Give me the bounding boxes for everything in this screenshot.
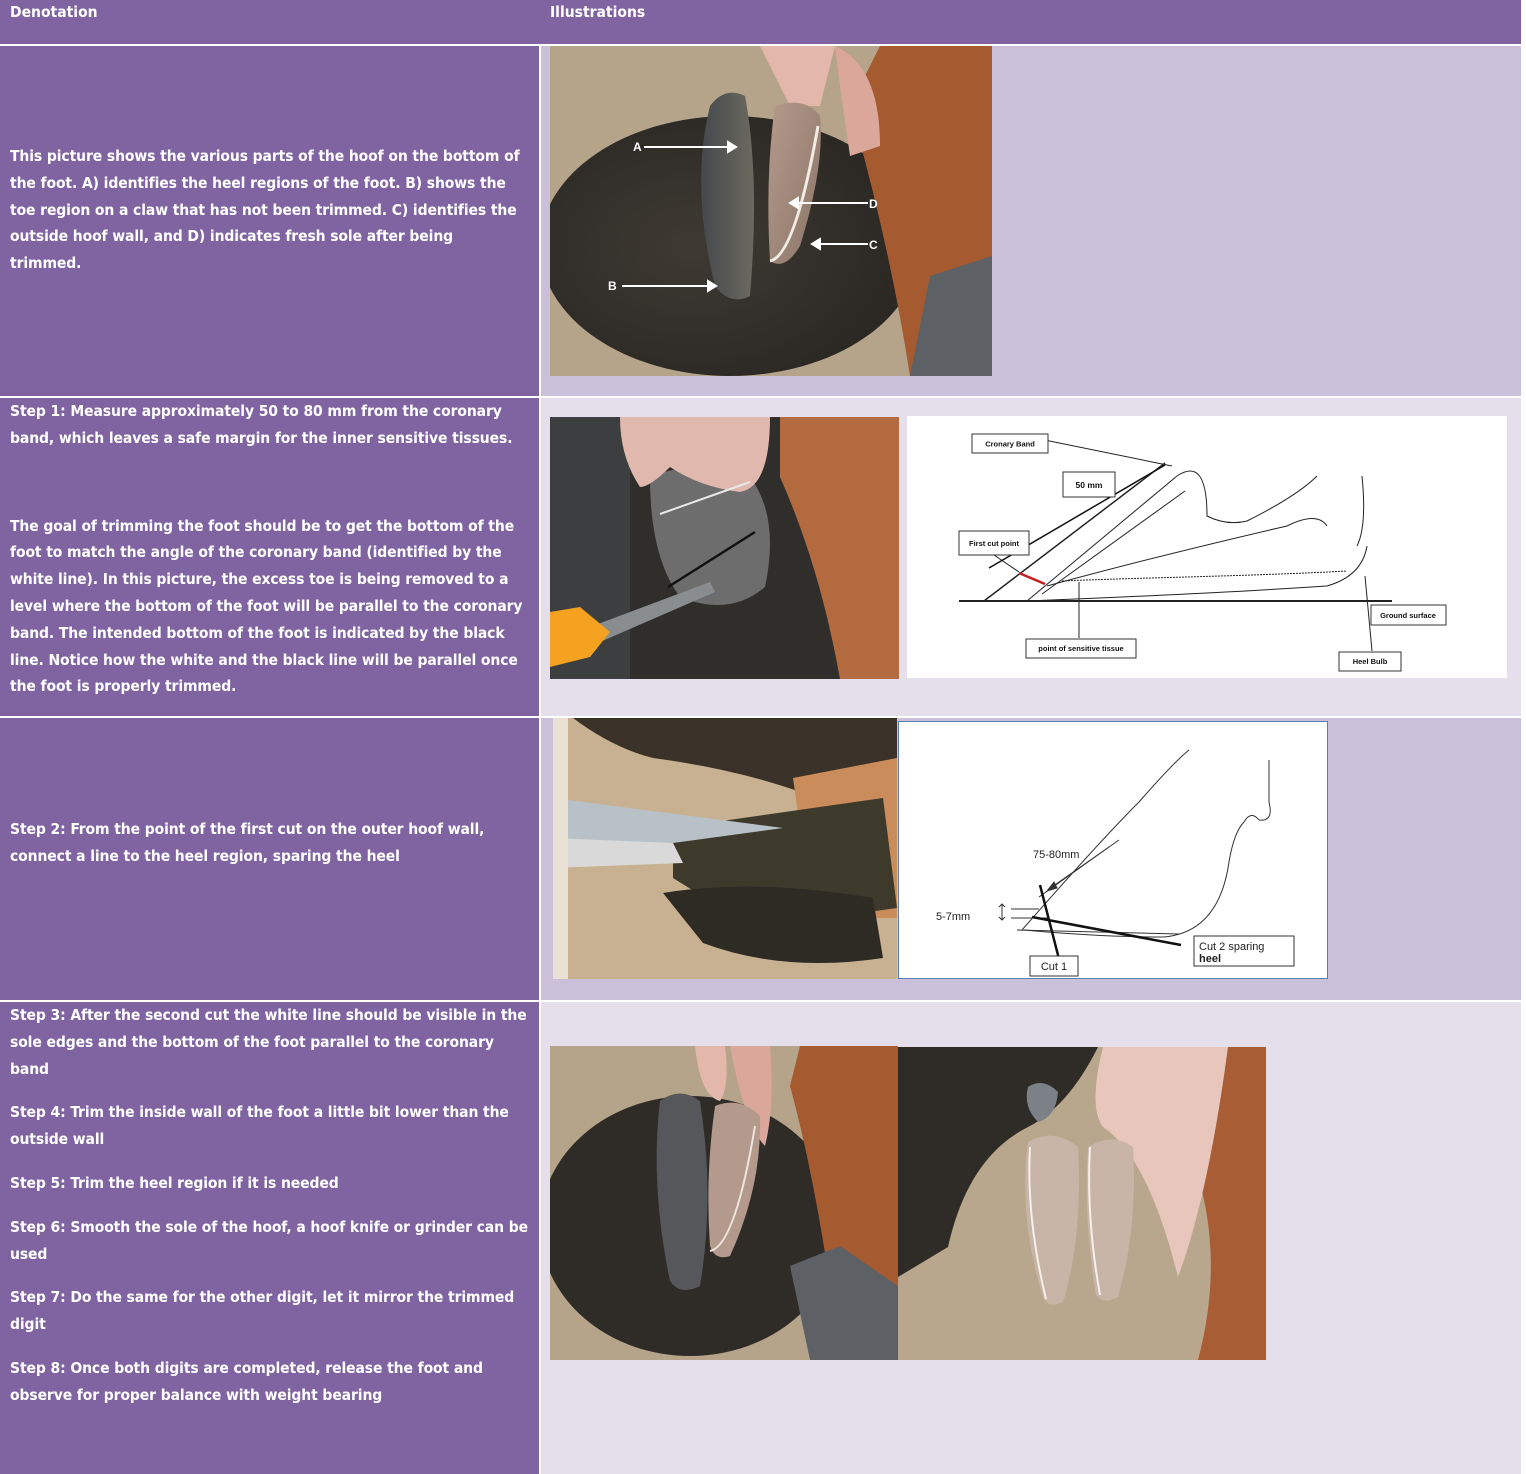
table-header bbox=[0, 0, 1521, 44]
scissor-trimming-photo bbox=[550, 417, 899, 679]
denotation-cell bbox=[0, 46, 539, 396]
hoof-parts-photo bbox=[550, 46, 992, 376]
cut-diagram bbox=[898, 721, 1328, 979]
sensitive-tissue-label: point of sensitive tissue bbox=[1038, 644, 1124, 653]
illustration-cell bbox=[541, 46, 1521, 396]
illustration-cell bbox=[541, 398, 1521, 716]
step-2-text: Step 2: From the point of the first cut on the outer hoof wall, connect a line to the heel region, sparing the heel bbox=[10, 820, 485, 865]
gap-5-7mm-label: 5-7mm bbox=[936, 911, 971, 923]
denotation-cell bbox=[0, 1002, 539, 1474]
measure-50mm-label: 50 mm bbox=[1075, 480, 1103, 490]
denotation-cell bbox=[0, 718, 539, 1000]
coronary-band-label: Cronary Band bbox=[985, 439, 1035, 449]
table-row-hoof-parts bbox=[0, 46, 1521, 396]
cut-1-label: Cut 1 bbox=[1040, 961, 1068, 973]
illustration-cell bbox=[541, 718, 1521, 1000]
label-a: A bbox=[633, 140, 642, 154]
cut-2-heel-label: heel bbox=[1199, 953, 1222, 965]
measure-75-80mm-label: 75-80mm bbox=[1033, 849, 1080, 861]
hoof-knife-photo bbox=[553, 718, 897, 979]
ground-surface-label: Ground surface bbox=[1380, 611, 1436, 620]
heel-bulb-label: Heel Bulb bbox=[1352, 657, 1388, 666]
table-row-step-1 bbox=[0, 398, 1521, 716]
step-1-text: Step 1: Measure approximately 50 to 80 mm from the coronary band, which leaves a safe margin for the inner sensitive tissues. bbox=[10, 402, 513, 447]
header-illustrations: Illustrations bbox=[550, 3, 646, 21]
header-denotation: Denotation bbox=[10, 3, 98, 21]
step-8-text: Step 8: Once both digits are completed, release the foot and observe for proper balance with weight bearing bbox=[10, 1358, 483, 1404]
step-7-text: Step 7: Do the same for the other digit, let it mirror the trimmed digit bbox=[10, 1288, 515, 1334]
step-4-text: Step 4: Trim the inside wall of the foot a little bit lower than the outside wall bbox=[10, 1103, 509, 1149]
label-c: C bbox=[869, 238, 878, 252]
step-5-text: Step 5: Trim the heel region if it is needed bbox=[10, 1173, 339, 1192]
first-cut-label: First cut point bbox=[969, 539, 1019, 548]
cut-2-label: Cut 2 sparing bbox=[1199, 941, 1265, 953]
illustration-cell bbox=[541, 1002, 1521, 1474]
table-row-step-2 bbox=[0, 718, 1521, 1000]
coronary-band-diagram bbox=[907, 416, 1507, 678]
denotation-cell bbox=[0, 398, 539, 716]
step-1-goal-text: The goal of trimming the foot should be to get the bottom of the foot to match the angle of the coronary band (identified by the white line). In this picture, the excess toe is being removed to a level where the bottom of the foot will be parallel to the coronary band. The intended bottom of the foot is indicated by the black line. Notice how the white and the black line will be parallel once the foot is properly trimmed. bbox=[10, 516, 523, 696]
hoof-parts-description: This picture shows the various parts of the hoof on the bottom of the foot. A) identifies the heel regions of the foot. B) shows the toe region on a claw that has not been trimmed. C) identifies the outside hoof wall, and D) indicates fresh sole after being trimmed. bbox=[10, 147, 520, 273]
table-row-steps-3-8 bbox=[0, 1002, 1521, 1474]
label-d: D bbox=[869, 197, 878, 211]
untrimmed-hoof-photo bbox=[550, 1046, 898, 1360]
trimmed-hoof-photo bbox=[898, 1047, 1266, 1360]
column-divider bbox=[539, 44, 541, 1474]
label-b: B bbox=[608, 279, 617, 293]
step-3-text: Step 3: After the second cut the white line should be visible in the sole edges and the bottom of the foot parallel to the coronary band bbox=[10, 1006, 527, 1078]
step-6-text: Step 6: Smooth the sole of the hoof, a hoof knife or grinder can be used bbox=[10, 1217, 528, 1263]
